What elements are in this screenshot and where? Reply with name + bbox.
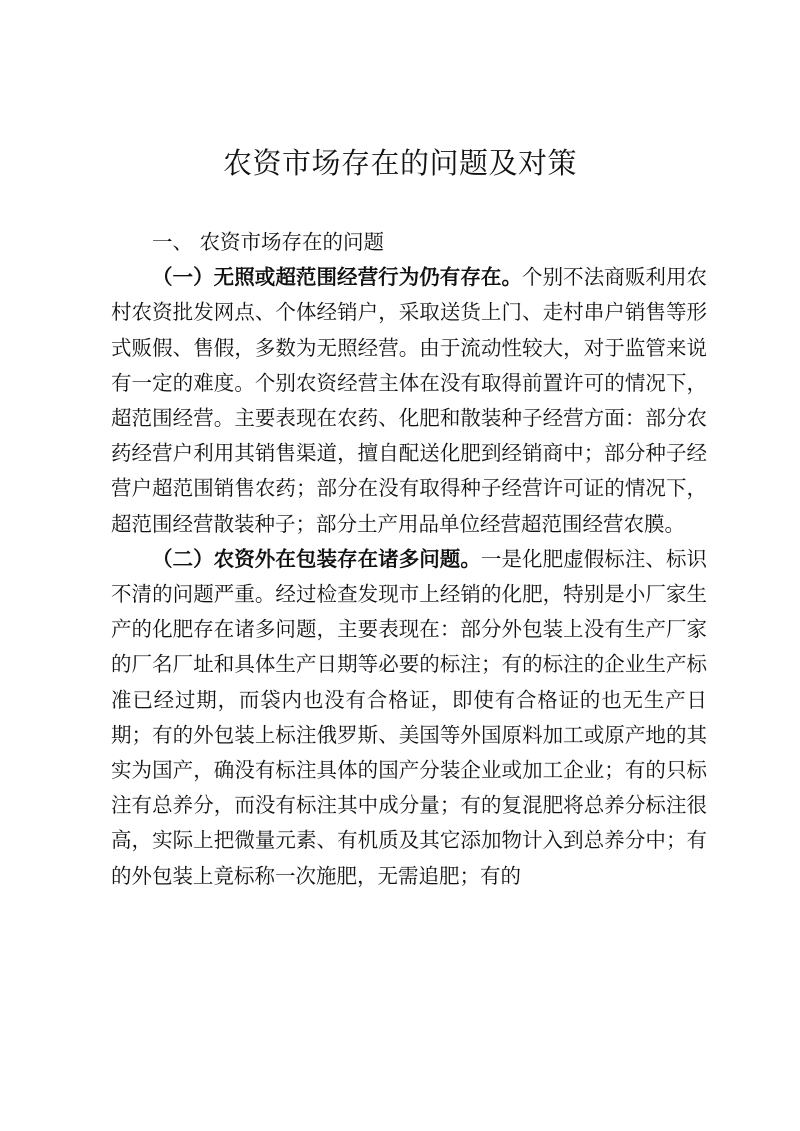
paragraph-2 — [111, 542, 707, 894]
section-heading: 一、 农资市场存在的问题 — [152, 230, 385, 254]
document-body — [111, 225, 707, 894]
paragraph-1-text: 个别不法商贩利用农村农资批发网点、个体经销户，采取送货上门、走村串户销售等形式贩假、售假，多数为无照经营。由于流动性较大，对于监管来说有一定的难度。个别农资经营主体在没有取得前置许可的情况下，超范围经营。主要表现在农药、化肥和散装种子经营方面：部分农药经营户利用其销售渠道，擅自配送化肥到经销商中；部分种子经营户超范围销售农药；部分在没有取得种子经营许可证的情况下，超范围经营散装种子；部分土产用品单位经营超范围经营农膜。 — [111, 265, 708, 536]
paragraph-1 — [111, 260, 707, 542]
document-title: 农资市场存在的问题及对策 — [222, 146, 577, 180]
paragraph-2-text: 一是化肥虚假标注、标识不清的问题严重。经过检查发现市上经销的化肥，特别是小厂家生产的化肥存在诸多问题，主要表现在：部分外包装上没有生产厂家的厂名厂址和具体生产日期等必要的标注；有的标注的企业生产标准已经过期，而袋内也没有合格证，即使有合格证的也无生产日期；有的外包装上标注俄罗斯、美国等外国原料加工或原产地的其实为国产，确没有标注具体的国产分装企业或加工企业；有的只标注有总养分，而没有标注其中成分量；有的复混肥将总养分标注很高，实际上把微量元素、有机质及其它添加物计入到总养分中；有的外包装上竟标称一次施肥，无需追肥；有的 — [111, 546, 707, 888]
paragraph-2-heading: （二）农资外在包装存在诸多问题。 — [152, 546, 481, 571]
paragraph-1-heading: （一）无照或超范围经营行为仍有存在。 — [152, 265, 523, 290]
